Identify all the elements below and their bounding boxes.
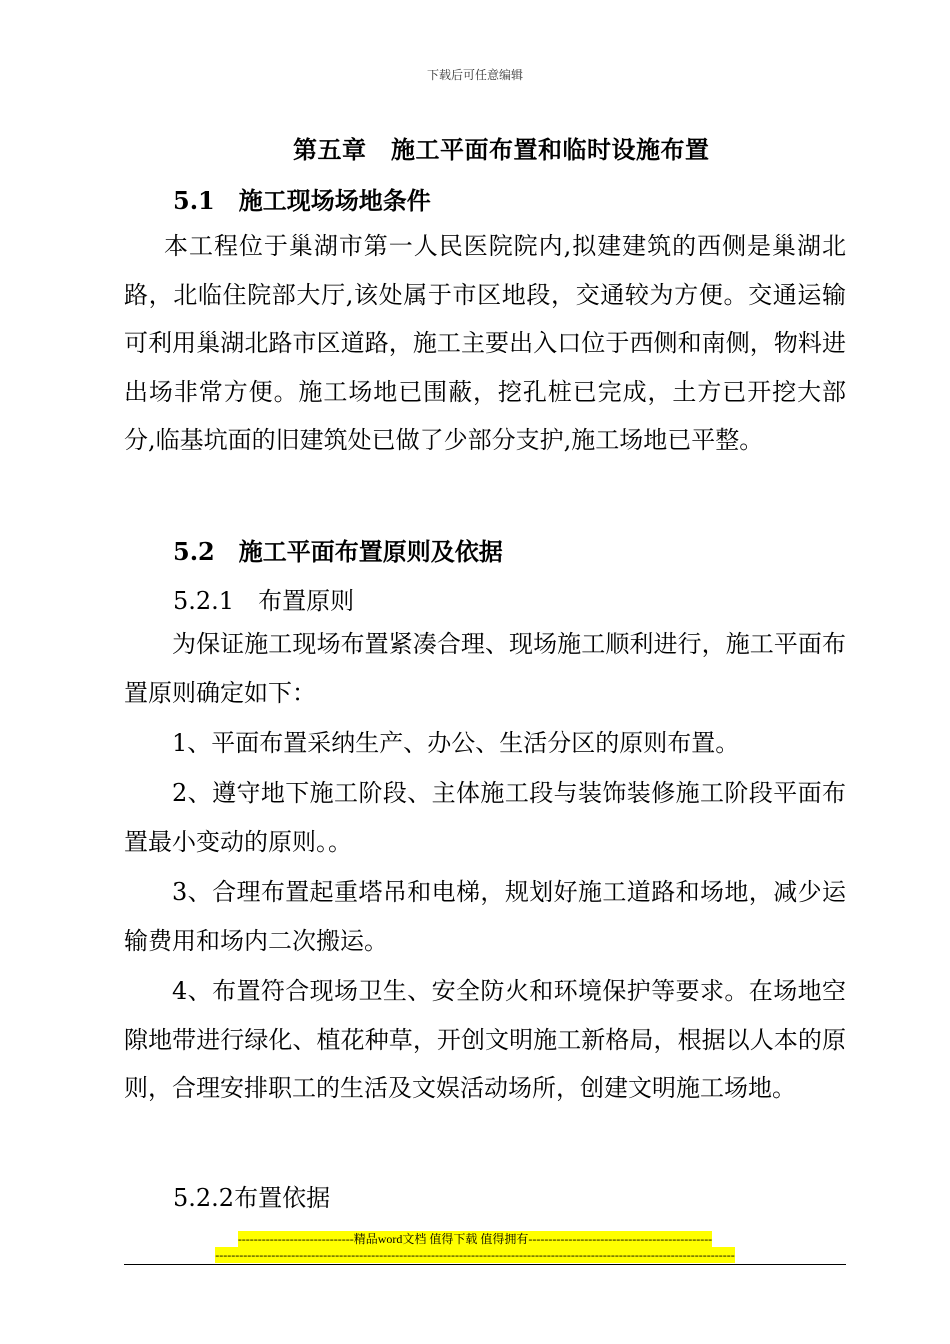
section-heading-5-2: 5.2 施工平面布置原则及依据 xyxy=(173,537,503,566)
section-heading-5-1: 5.1 施工现场场地条件 xyxy=(173,186,431,215)
list-item-principle-2: 2、遵守地下施工阶段、主体施工段与装饰装修施工阶段平面布置最小变动的原则。。 xyxy=(124,779,846,856)
paragraph-site-conditions: 本工程位于巢湖市第一人民医院院内,拟建建筑的西侧是巢湖北路，北临住院部大厅,该处属于市区地段，交通较为方便。交通运输可利用巢湖北路市区道路，施工主要出入口位于西侧和南侧，物料进出场非常方便。施工场地已围蔽，挖孔桩已完成，土方已开挖大部分,临基坑面的旧建筑处已做了少部分支护,施工场地已平整。 xyxy=(124,232,846,454)
footer-banner-line-2: ---------------------------------------------------------------------------------------------------------------------------------- xyxy=(215,1248,735,1262)
chapter-title: 第五章 施工平面布置和临时设施布置 xyxy=(293,135,710,164)
list-item-principle-1: 1、平面布置采纳生产、办公、生活分区的原则布置。 xyxy=(172,729,740,757)
header-note: 下载后可任意编辑 xyxy=(426,68,523,82)
footer-banner-row-2 xyxy=(0,1244,950,1263)
sub-heading-5-2-2: 5.2.2布置依据 xyxy=(173,1184,331,1212)
sub-heading-5-2-1: 5.2.1 布置原则 xyxy=(173,587,355,615)
list-item-principle-3: 3、合理布置起重塔吊和电梯，规划好施工道路和场地，减少运输费用和场内二次搬运。 xyxy=(124,878,846,955)
footer-divider xyxy=(124,1264,846,1265)
paragraph-principles-intro: 为保证施工现场布置紧凑合理、现场施工顺利进行，施工平面布置原则确定如下： xyxy=(124,630,846,707)
footer-banner-line-1: -----------------------------精品word文档 值得下载 值得拥有---------------------------------------------- xyxy=(237,1232,713,1246)
list-item-principle-4: 4、布置符合现场卫生、安全防火和环境保护等要求。在场地空隙地带进行绿化、植花种草，开创文明施工新格局，根据以人本的原则，合理安排职工的生活及文娱活动场所，创建文明施工场地。 xyxy=(124,977,846,1102)
